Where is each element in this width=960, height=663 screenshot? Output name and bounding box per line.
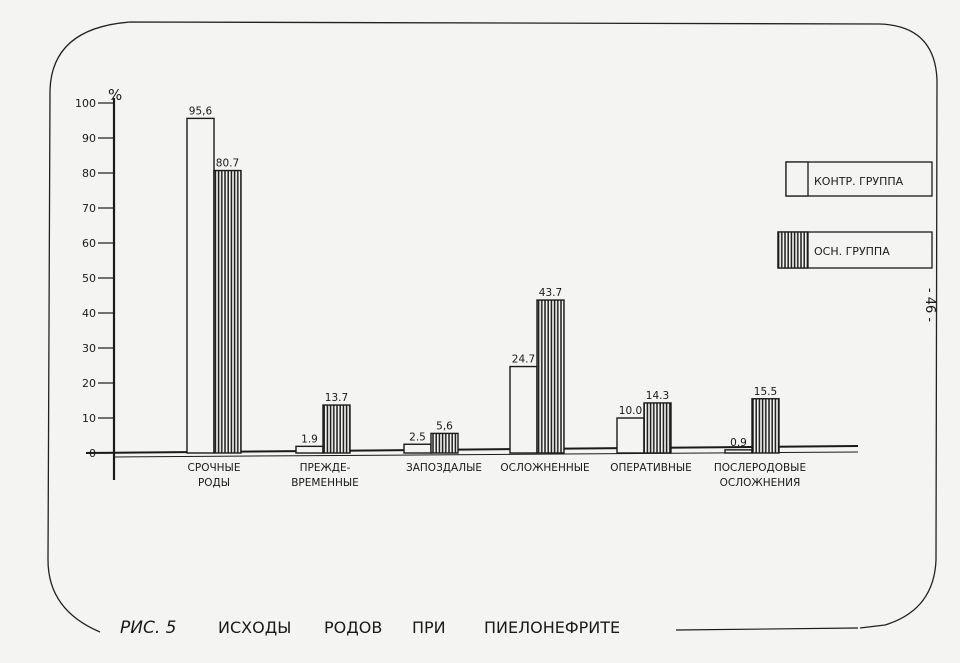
bar-value-label: 80.7	[215, 157, 240, 170]
y-tick-label: 40	[82, 307, 96, 320]
bar-control-5	[725, 450, 752, 453]
caption-prefix: РИС. 5	[120, 618, 177, 638]
y-ticks	[75, 97, 114, 460]
category-label: ПОСЛЕРОДОВЫЕ	[713, 462, 807, 474]
bar-value-label: 43.7	[538, 287, 563, 300]
y-tick-label: 10	[82, 412, 96, 425]
y-tick-label: 50	[82, 272, 96, 285]
caption-word-2: РОДОВ	[324, 618, 383, 637]
bar-control-4	[617, 418, 644, 453]
bar-value-label: 14.3	[645, 389, 670, 402]
page-frame	[48, 22, 937, 632]
bar-value-label: 1.9	[301, 433, 318, 446]
bar-value-label: 95,6	[188, 105, 213, 118]
bar-value-label: 0.9	[730, 436, 747, 449]
bar-value-label: 5,6	[436, 420, 453, 433]
bar-value-label: 2.5	[409, 431, 426, 444]
bar-value-label: 15.5	[753, 385, 778, 398]
bar-control-0	[187, 118, 214, 453]
category-label: ОСЛОЖНЕНИЯ	[719, 477, 801, 489]
y-tick-label: 80	[82, 167, 96, 180]
caption-word-1: ИСХОДЫ	[218, 618, 292, 637]
y-tick-label: 70	[82, 202, 96, 215]
bar-main-1	[323, 405, 350, 453]
bar-main-0	[214, 171, 241, 453]
figure-caption	[120, 618, 858, 638]
category-label: ОСЛОЖНЕННЫЕ	[500, 462, 590, 474]
category-labels	[188, 462, 807, 489]
bar-main-4	[644, 403, 671, 453]
bar-main-5	[752, 399, 779, 453]
caption-word-4: ПИЕЛОНЕФРИТЕ	[484, 618, 621, 637]
legend-swatch-main	[778, 232, 808, 268]
bar-value-label: 10.0	[618, 405, 643, 417]
bars	[187, 118, 779, 453]
bar-control-2	[404, 444, 431, 453]
page-number: - 46 -	[922, 287, 937, 323]
category-label: ОПЕРАТИВНЫЕ	[610, 462, 692, 474]
y-axis-unit: %	[108, 86, 123, 104]
legend-label-control: КОНТР. ГРУППА	[814, 175, 904, 188]
legend-label-main: ОСН. ГРУППА	[814, 245, 890, 258]
legend	[778, 162, 932, 268]
bar-control-1	[296, 446, 323, 453]
bar-main-2	[431, 433, 458, 453]
category-label: ВРЕМЕННЫЕ	[291, 477, 359, 489]
category-label: ЗАПОЗДАЛЫЕ	[406, 462, 482, 474]
y-tick-label: 90	[82, 132, 96, 145]
y-tick-label: 60	[82, 237, 96, 250]
category-label: СРОЧНЫЕ	[187, 462, 241, 474]
y-tick-label: 20	[82, 377, 96, 390]
bar-main-3	[537, 300, 564, 453]
category-label: РОДЫ	[197, 477, 231, 489]
bar-value-label: 24.7	[511, 353, 536, 366]
caption-word-3: ПРИ	[412, 618, 446, 637]
caption-underline	[676, 628, 858, 630]
y-tick-label: 0	[89, 447, 96, 460]
y-tick-label: 100	[75, 97, 96, 110]
legend-swatch-control	[786, 162, 808, 196]
bar-control-3	[510, 367, 537, 453]
y-tick-label: 30	[82, 342, 96, 355]
bar-value-label: 13.7	[324, 392, 349, 405]
category-label: ПРЕЖДЕ-	[299, 462, 351, 474]
bar-value-labels	[189, 105, 777, 448]
